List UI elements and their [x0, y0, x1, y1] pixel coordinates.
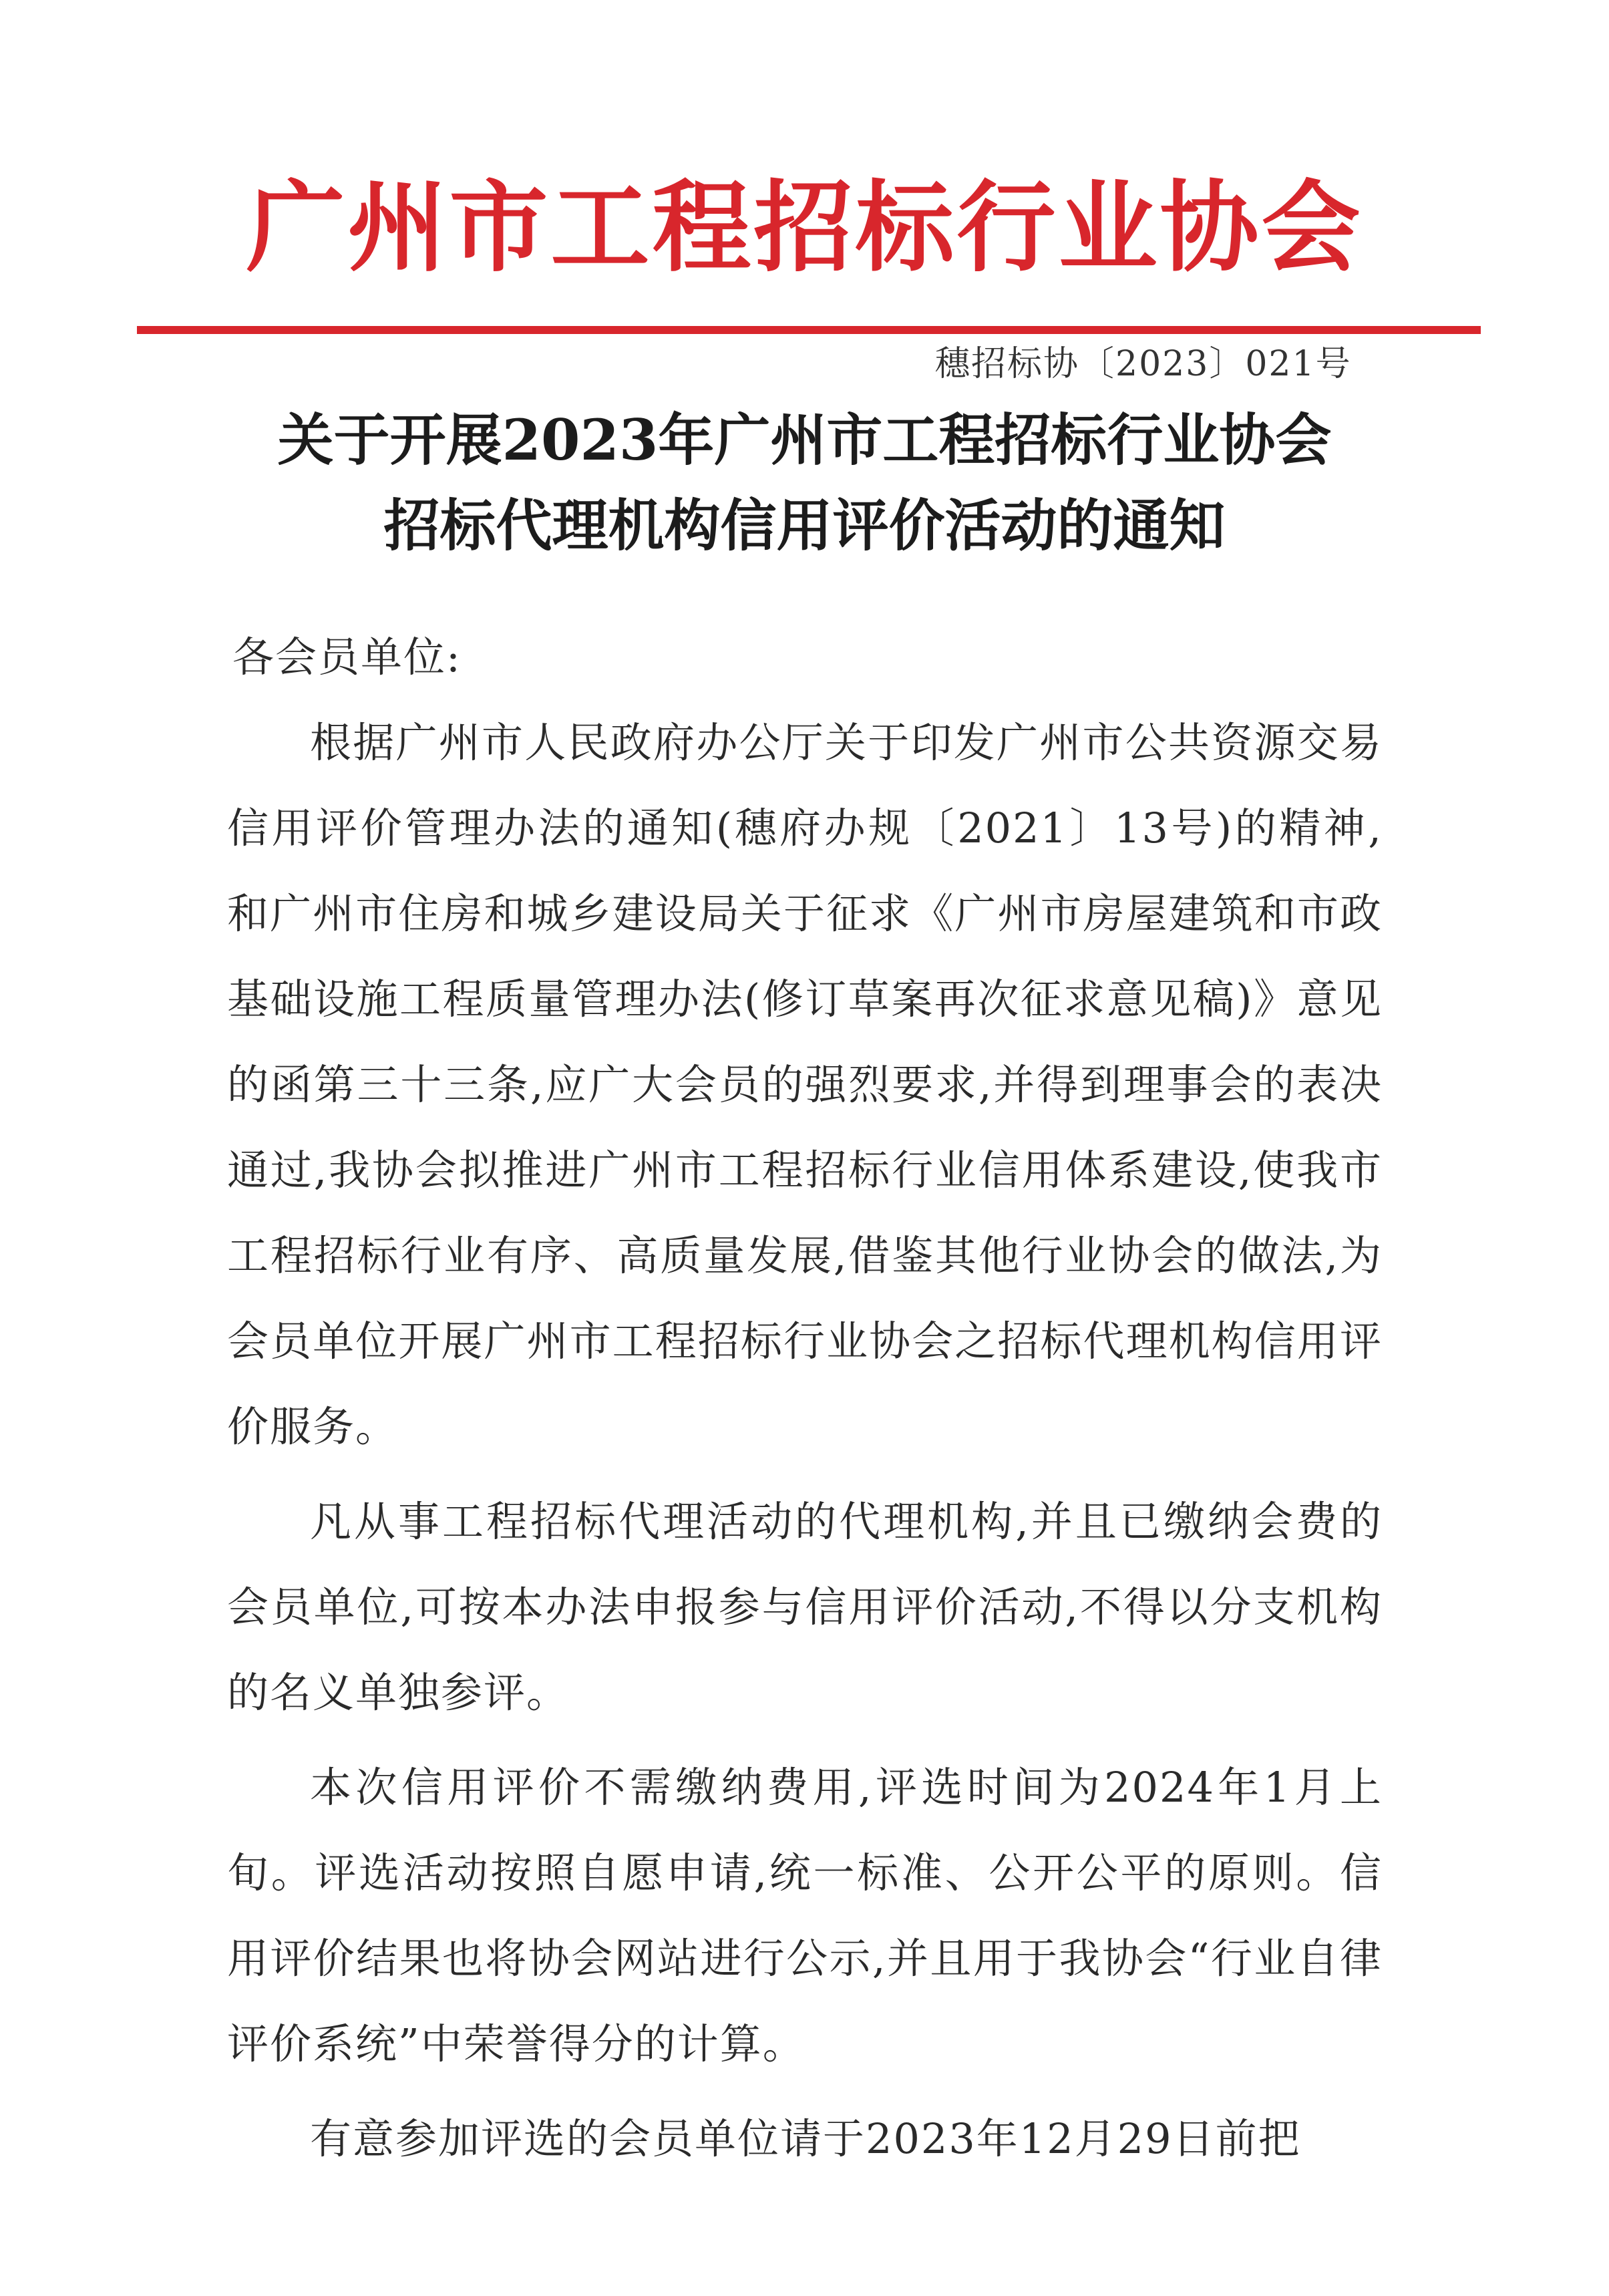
notice-title-line-1: 关于开展2023年广州市工程招标行业协会: [277, 407, 1332, 473]
body-paragraph-2: 凡从事工程招标代理活动的代理机构,并且已缴纳会费的会员单位,可按本办法申报参与信用评价活动,不得以分支机构的名义单独参评。: [227, 1497, 1383, 1717]
organization-masthead: 广州市工程招标行业协会: [246, 169, 1363, 285]
document-number: 穗招标协〔2023〕021号: [935, 344, 1352, 384]
body-paragraph-4: 有意参加评选的会员单位请于2023年12月29日前把: [310, 2114, 1301, 2163]
masthead-red-rule: [137, 326, 1481, 334]
notice-body: [227, 615, 1383, 2191]
notice-title: [0, 397, 1609, 568]
salutation: 各会员单位:: [232, 633, 462, 681]
body-paragraph-3: 本次信用评价不需缴纳费用,评选时间为2024年1月上旬。评选活动按照自愿申请,统一标准、公开公平的原则。信用评价结果也将协会网站进行公示,并且用于我协会“行业自律评价系统”中荣誉得分的计算。: [227, 1763, 1383, 2068]
notice-title-line-2: 招标代理机构信用评价活动的通知: [383, 492, 1226, 558]
body-paragraph-1: 根据广州市人民政府办公厅关于印发广州市公共资源交易信用评价管理办法的通知(穗府办规〔2021〕13号)的精神,和广州市住房和城乡建设局关于征求《广州市房屋建筑和市政基础设施工程质量管理办法(修订草案再次征求意见稿)》意见的函第三十三条,应广大会员的强烈要求,并得到理事会的表决通过,我协会拟推进广州市工程招标行业信用体系建设,使我市工程招标行业有序、高质量发展,借鉴其他行业协会的做法,为会员单位开展广州市工程招标行业协会之招标代理机构信用评价服务。: [227, 718, 1383, 1451]
